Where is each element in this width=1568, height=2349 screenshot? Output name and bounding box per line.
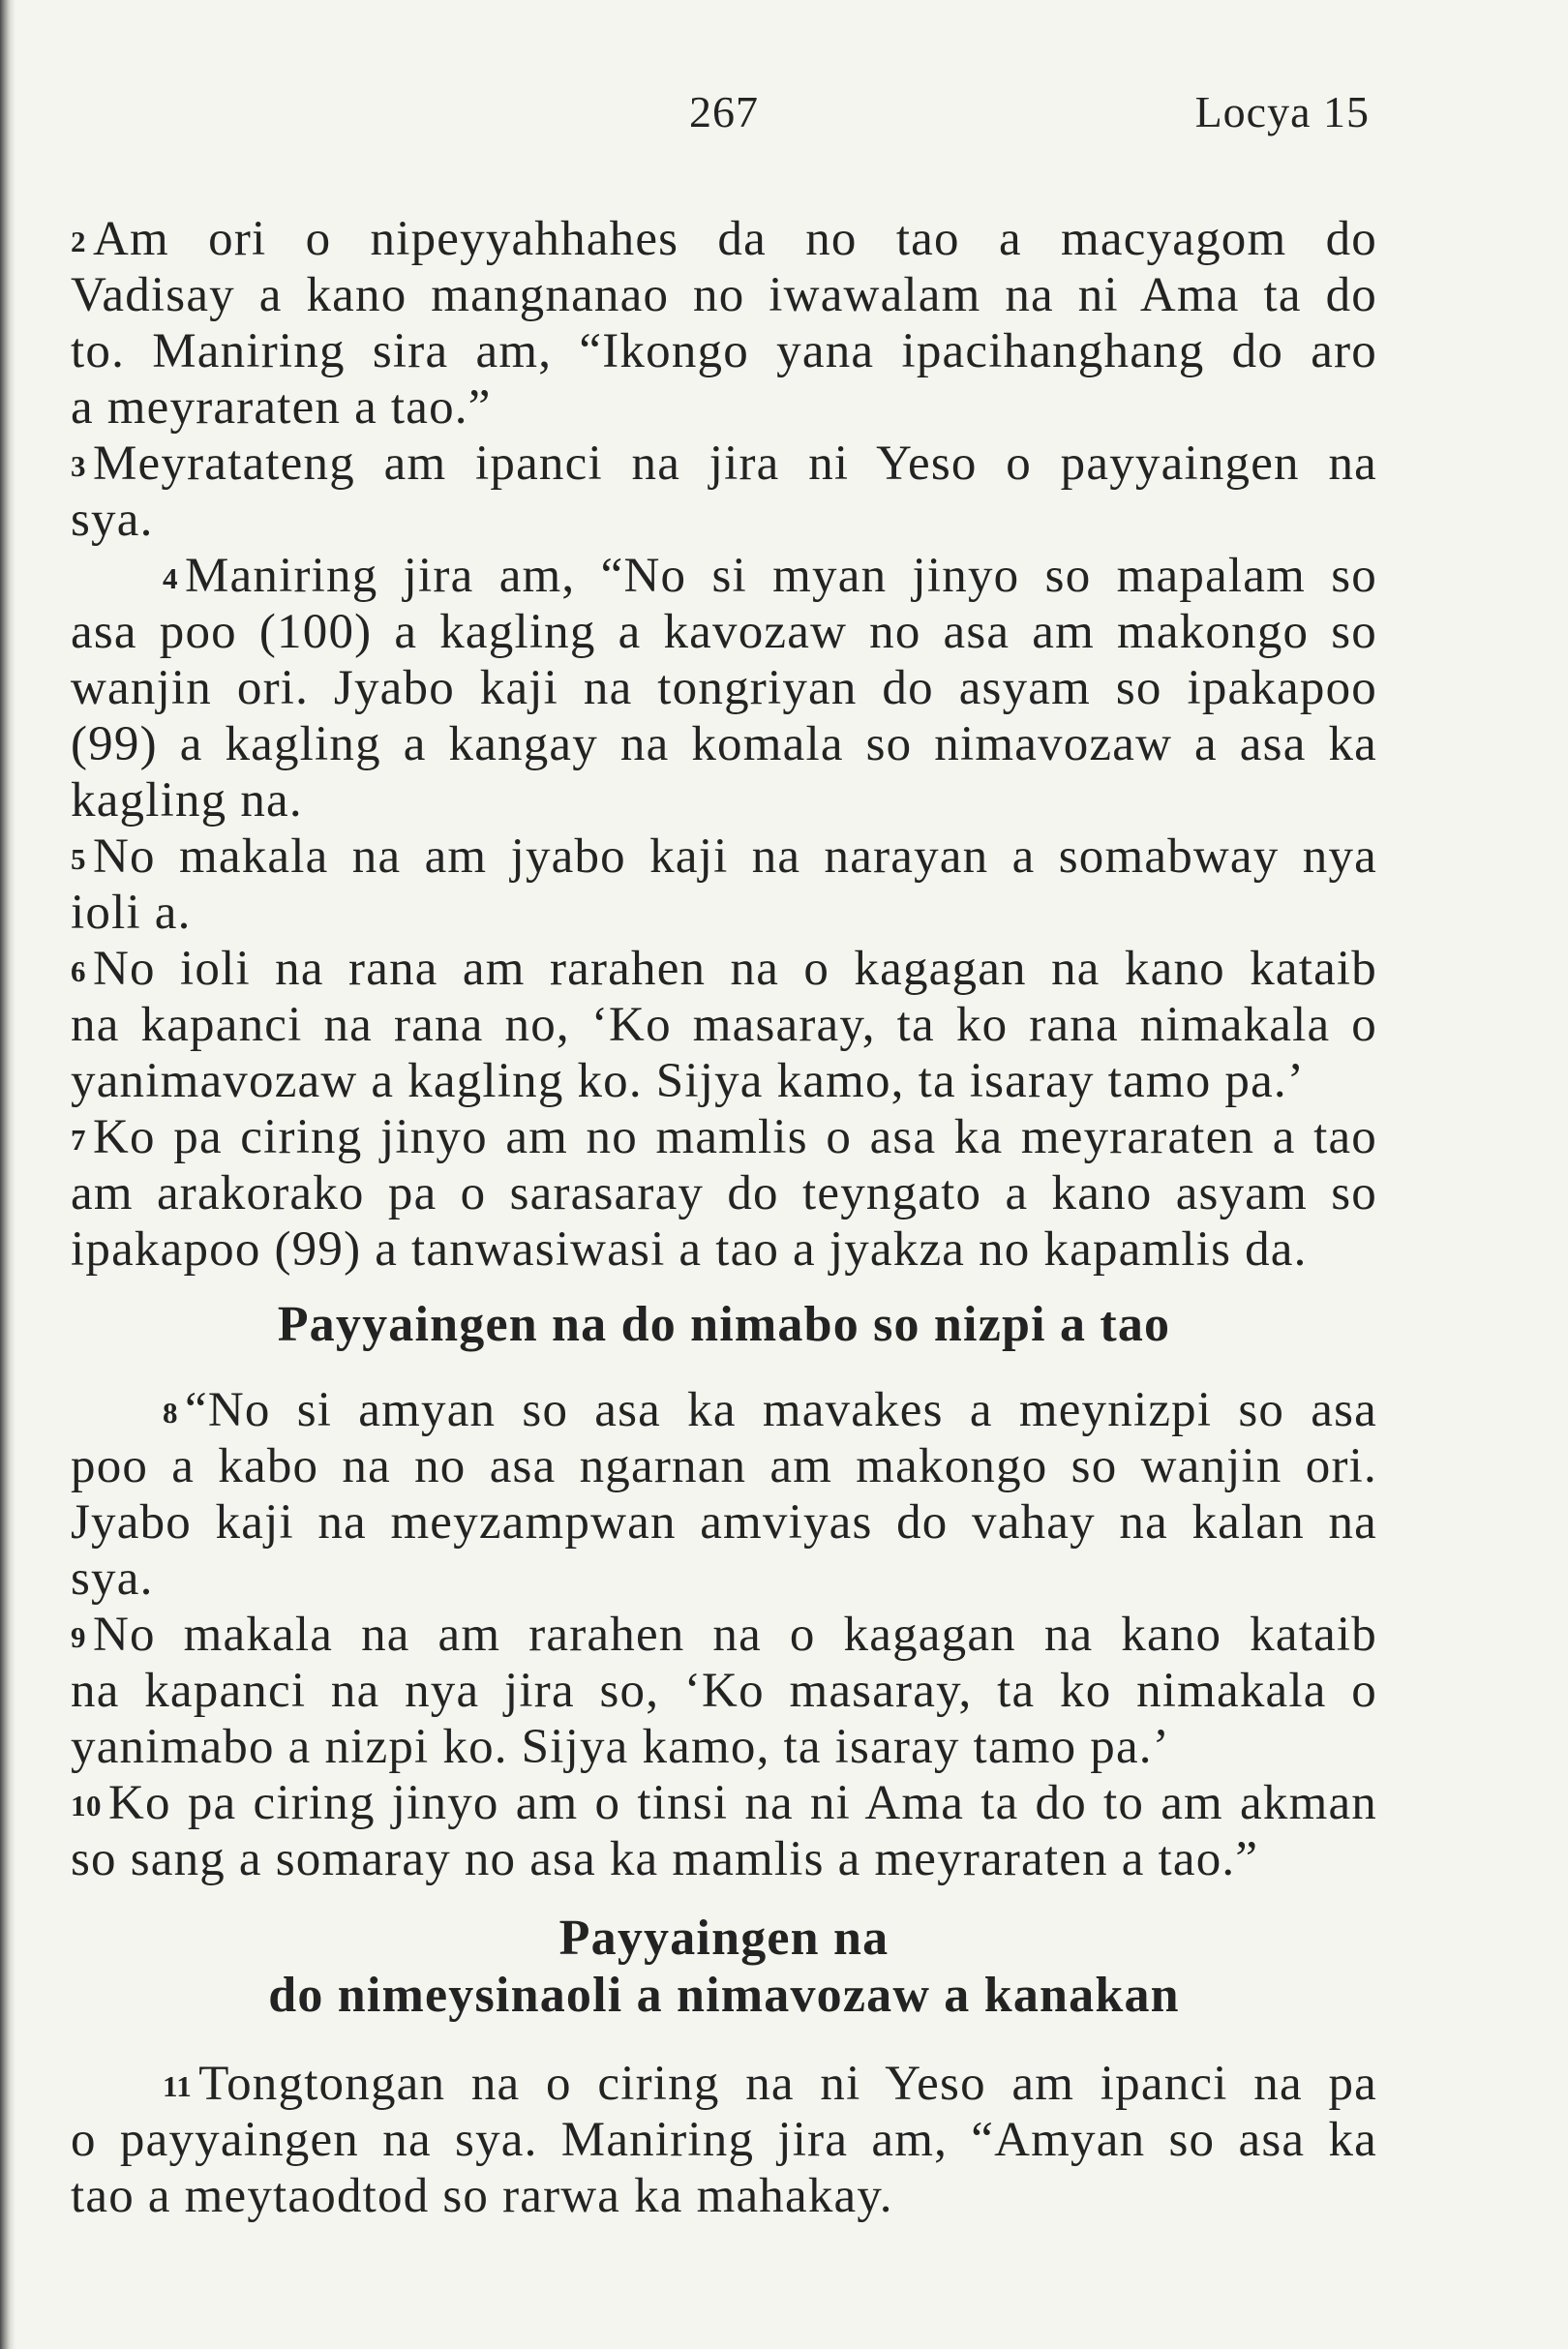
verse-line: na kapanci na nya jira so, ‘Ko masaray, ta ko nimakala o: [71, 1664, 1377, 1718]
verse-number: 2: [71, 225, 86, 258]
verse-number: 4: [163, 561, 178, 595]
verse-line: [71, 828, 1377, 885]
verse-text: “No si amyan so asa ka mavakes a meynizpi so asa: [185, 1383, 1377, 1437]
verse-number: 9: [71, 1620, 86, 1654]
verse-text: No ioli na rana am rarahen na o kagagan na kano kataib: [93, 942, 1377, 996]
verse-line: [71, 1109, 1377, 1165]
verse-line: Jyabo kaji na meyzampwan amviyas do vahay na kalan na: [71, 1495, 1377, 1550]
verse-4: [71, 548, 1377, 828]
verses-block-1: [71, 211, 1377, 1278]
section-heading: Payyaingen na do nimabo so nizpi a tao: [277, 1297, 1171, 1352]
verse-text: Am ori o nipeyyahhahes da no tao a macyagom do: [93, 212, 1377, 266]
verse-line: am arakorako pa o sarasaray do teyngato a kano asyam so: [71, 1166, 1377, 1220]
verse-number: 7: [71, 1123, 86, 1157]
verse-number: 11: [163, 2069, 193, 2103]
verse-text: Tongtongan na o ciring na ni Yeso am ipanci na pa: [198, 2057, 1377, 2111]
verse-line: asa poo (100) a kagling a kavozaw no asa am makongo so: [71, 605, 1377, 659]
verse-line: [71, 548, 1377, 604]
verse-text: Meyratateng am ipanci na jira ni Yeso o payyaingen na: [93, 437, 1377, 491]
verse-line: sya.: [71, 493, 154, 547]
verse-line: [71, 1607, 1377, 1663]
verse-text: No makala na am rarahen na o kagagan na kano kataib: [93, 1608, 1377, 1662]
verse-6: [71, 941, 1377, 1109]
page-header: [71, 84, 1377, 140]
verse-line: [71, 211, 1377, 267]
verse-line: sya.: [71, 1551, 154, 1606]
verse-line: poo a kabo na no asa ngarnan am makongo so wanjin ori.: [71, 1439, 1377, 1493]
verse-line: [71, 1775, 1377, 1831]
verse-line: Vadisay a kano mangnanao no iwawalam na ni Ama ta do: [71, 268, 1377, 322]
verse-line: wanjin ori. Jyabo kaji na tongriyan do asyam so ipakapoo: [71, 661, 1377, 715]
verse-text: Maniring jira am, “No si myan jinyo so mapalam so: [185, 549, 1377, 603]
verse-3: [71, 436, 1377, 548]
verse-9: [71, 1607, 1377, 1775]
verse-line: ioli a.: [71, 886, 192, 940]
verse-line: [71, 436, 1377, 492]
verse-7: [71, 1109, 1377, 1278]
verses-block-3: [71, 2056, 1377, 2224]
verse-line: so sang a somaray no asa ka mamlis a meyraraten a tao.”: [71, 1832, 1259, 1886]
section-heading-line-2: do nimeysinaoli a nimavozaw a kanakan: [268, 1968, 1180, 2023]
verse-line: na kapanci na rana no, ‘Ko masaray, ta ko rana nimakala o: [71, 998, 1377, 1052]
page-edge-shadow: [0, 0, 15, 2349]
verse-number: 8: [163, 1396, 178, 1430]
verse-line: yanimabo a nizpi ko. Sijya kamo, ta isaray tamo pa.’: [71, 1720, 1170, 1774]
section-heading-line-1: Payyaingen na: [558, 1911, 890, 1966]
verse-line: tao a meytaodtod so rarwa ka mahakay.: [71, 2169, 893, 2223]
verses-block-2: [71, 1382, 1377, 1887]
verse-line: a meyraraten a tao.”: [71, 380, 492, 435]
verse-line: o payyaingen na sya. Maniring jira am, “Amyan so asa ka: [71, 2113, 1377, 2167]
verse-line: kagling na.: [71, 773, 303, 828]
verse-line: [71, 1382, 1377, 1438]
verse-line: ipakapoo (99) a tanwasiwasi a tao a jyakza no kapamlis da.: [71, 1222, 1308, 1277]
verse-line: (99) a kagling a kangay na komala so nimavozaw a asa ka: [71, 717, 1377, 771]
running-head: Locya 15: [1194, 87, 1370, 136]
verse-11: [71, 2056, 1377, 2224]
verse-number: 5: [71, 842, 86, 876]
verse-number: 6: [71, 954, 86, 988]
verse-text: Ko pa ciring jinyo am no mamlis o asa ka meyraraten a tao: [93, 1110, 1377, 1164]
verse-number: 10: [71, 1789, 102, 1822]
verse-2: [71, 211, 1377, 436]
verse-text: Ko pa ciring jinyo am o tinsi na ni Ama ta do to am akman: [108, 1776, 1377, 1830]
verse-number: 3: [71, 449, 86, 483]
page-number: 267: [689, 87, 759, 136]
verse-10: [71, 1775, 1377, 1887]
verse-text: No makala na am jyabo kaji na narayan a somabway nya: [93, 829, 1377, 884]
verse-5: [71, 828, 1377, 941]
verse-8: [71, 1382, 1377, 1607]
verse-line: to. Maniring sira am, “Ikongo yana ipacihanghang do aro: [71, 324, 1377, 378]
verse-line: [71, 2056, 1377, 2112]
verse-line: [71, 941, 1377, 997]
verse-line: yanimavozaw a kagling ko. Sijya kamo, ta isaray tamo pa.’: [71, 1054, 1306, 1108]
